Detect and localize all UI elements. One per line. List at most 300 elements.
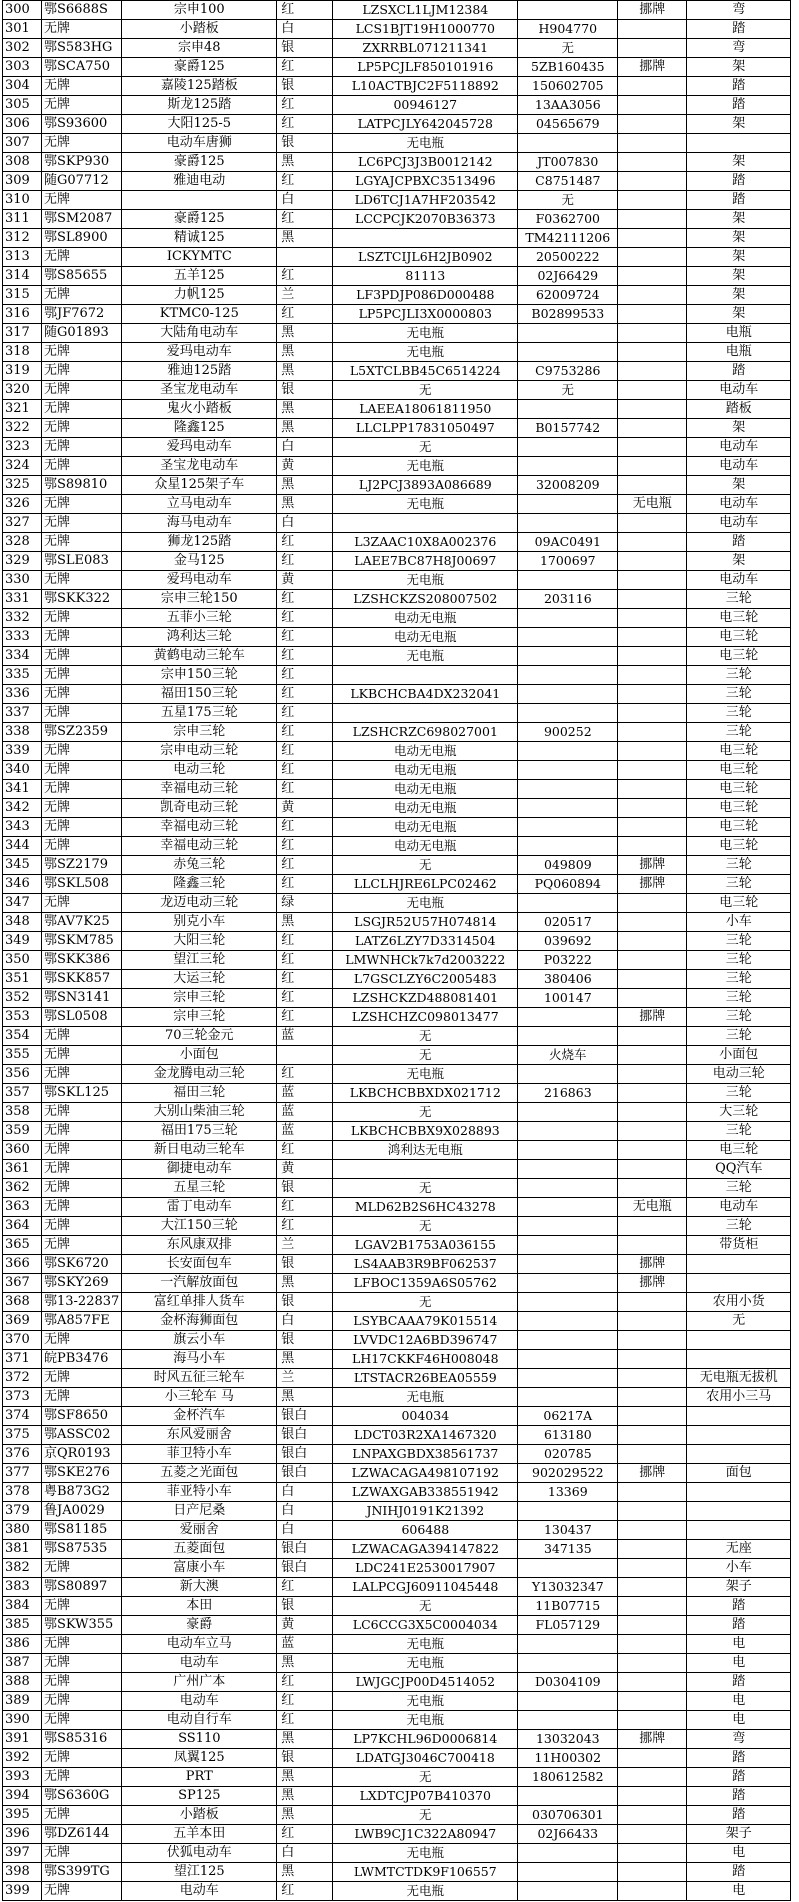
vin-number-cell: 无 xyxy=(333,1768,518,1787)
vehicle-color-cell: 银 xyxy=(277,39,333,58)
plate-number-cell: 无牌 xyxy=(42,1654,122,1673)
vin-number-cell: L5XTCLBB45C6514224 xyxy=(333,362,518,381)
vehicle-color-cell: 黑 xyxy=(277,229,333,248)
vin-number-cell: LTSTACR26BEA05559 xyxy=(333,1369,518,1388)
row-number-cell: 302 xyxy=(3,39,42,58)
engine-number-cell xyxy=(518,514,618,533)
vehicle-color-cell: 红 xyxy=(277,96,333,115)
vin-number-cell: LZWAXGAB338551942 xyxy=(333,1483,518,1502)
vin-number-cell: LWMTCTDK9F106557 xyxy=(333,1863,518,1882)
plate-number-cell: 鄂SKK857 xyxy=(42,970,122,989)
vehicle-name-cell: 富红单排人货车 xyxy=(122,1293,277,1312)
table-row xyxy=(3,1768,791,1787)
vin-number-cell xyxy=(333,1160,518,1179)
vehicle-color-cell: 白 xyxy=(277,1502,333,1521)
engine-number-cell: 900252 xyxy=(518,723,618,742)
table-row xyxy=(3,1464,791,1483)
vehicle-type-cell: 踏 xyxy=(687,1787,791,1806)
table-row xyxy=(3,457,791,476)
table-row xyxy=(3,913,791,932)
row-number-cell: 357 xyxy=(3,1084,42,1103)
vin-number-cell: LAEE7BC87H8J00697 xyxy=(333,552,518,571)
plate-number-cell: 鄂JF7672 xyxy=(42,305,122,324)
engine-number-cell xyxy=(518,1350,618,1369)
table-row xyxy=(3,39,791,58)
row-number-cell: 388 xyxy=(3,1673,42,1692)
row-number-cell: 348 xyxy=(3,913,42,932)
vehicle-type-cell xyxy=(687,1331,791,1350)
table-row xyxy=(3,1084,791,1103)
vin-number-cell: L7GSCLZY6C2005483 xyxy=(333,970,518,989)
plate-number-cell: 鄂S399TG xyxy=(42,1863,122,1882)
vehicle-type-cell: 踏 xyxy=(687,1768,791,1787)
engine-number-cell: P03222 xyxy=(518,951,618,970)
row-number-cell: 333 xyxy=(3,628,42,647)
vehicle-type-cell: 架 xyxy=(687,286,791,305)
remark-cell xyxy=(618,1635,687,1654)
table-row xyxy=(3,970,791,989)
vehicle-name-cell: 雅迪电动 xyxy=(122,172,277,191)
row-number-cell: 316 xyxy=(3,305,42,324)
vehicle-name-cell: 小面包 xyxy=(122,1046,277,1065)
remark-cell xyxy=(618,1046,687,1065)
vehicle-color-cell: 红 xyxy=(277,172,333,191)
vehicle-type-cell xyxy=(687,1521,791,1540)
table-row xyxy=(3,856,791,875)
engine-number-cell xyxy=(518,1065,618,1084)
vehicle-name-cell: 圣宝龙电动车 xyxy=(122,381,277,400)
plate-number-cell: 鄂DZ6144 xyxy=(42,1825,122,1844)
vehicle-type-cell: 电瓶 xyxy=(687,343,791,362)
table-row xyxy=(3,1179,791,1198)
table-row xyxy=(3,1369,791,1388)
vehicle-name-cell: 日产尼桑 xyxy=(122,1502,277,1521)
vehicle-name-cell: 大别山柴油三轮 xyxy=(122,1103,277,1122)
remark-cell: 挪牌 xyxy=(618,1255,687,1274)
vin-number-cell: JNIHJ0191K21392 xyxy=(333,1502,518,1521)
plate-number-cell: 无牌 xyxy=(42,799,122,818)
table-row xyxy=(3,837,791,856)
engine-number-cell xyxy=(518,1711,618,1730)
remark-cell xyxy=(618,96,687,115)
plate-number-cell: 鄂SCA750 xyxy=(42,58,122,77)
table-row xyxy=(3,1711,791,1730)
plate-number-cell: 无牌 xyxy=(42,1103,122,1122)
remark-cell xyxy=(618,647,687,666)
vehicle-color-cell: 白 xyxy=(277,20,333,39)
vehicle-type-cell: 架 xyxy=(687,419,791,438)
vehicle-name-cell: 东风康双排 xyxy=(122,1236,277,1255)
remark-cell xyxy=(618,837,687,856)
plate-number-cell: 无牌 xyxy=(42,1635,122,1654)
remark-cell xyxy=(618,533,687,552)
engine-number-cell: 无 xyxy=(518,39,618,58)
remark-cell xyxy=(618,210,687,229)
vin-number-cell: 00946127 xyxy=(333,96,518,115)
engine-number-cell xyxy=(518,134,618,153)
vehicle-name-cell: 福田三轮 xyxy=(122,1084,277,1103)
plate-number-cell: 无牌 xyxy=(42,1673,122,1692)
vehicle-name-cell: 宗申三轮 xyxy=(122,723,277,742)
vehicle-color-cell: 兰 xyxy=(277,286,333,305)
vehicle-type-cell: 电 xyxy=(687,1844,791,1863)
plate-number-cell: 无牌 xyxy=(42,1749,122,1768)
row-number-cell: 328 xyxy=(3,533,42,552)
plate-number-cell: 鄂ASSC02 xyxy=(42,1426,122,1445)
vehicle-type-cell: 三轮 xyxy=(687,685,791,704)
vehicle-color-cell: 红 xyxy=(277,58,333,77)
plate-number-cell: 鄂SKK322 xyxy=(42,590,122,609)
engine-number-cell: Y13032347 xyxy=(518,1578,618,1597)
vin-number-cell: 606488 xyxy=(333,1521,518,1540)
remark-cell: 无电瓶 xyxy=(618,1198,687,1217)
vin-number-cell: 无电瓶 xyxy=(333,1844,518,1863)
table-row xyxy=(3,609,791,628)
vehicle-name-cell: 爱玛电动车 xyxy=(122,343,277,362)
table-row xyxy=(3,780,791,799)
remark-cell xyxy=(618,1103,687,1122)
vehicle-name-cell: 新日电动三轮车 xyxy=(122,1141,277,1160)
table-row xyxy=(3,115,791,134)
engine-number-cell: TM42111206 xyxy=(518,229,618,248)
table-row xyxy=(3,1540,791,1559)
row-number-cell: 374 xyxy=(3,1407,42,1426)
vin-number-cell: 无 xyxy=(333,1597,518,1616)
table-row xyxy=(3,1141,791,1160)
plate-number-cell: 无牌 xyxy=(42,894,122,913)
vin-number-cell: 电动无电瓶 xyxy=(333,628,518,647)
remark-cell xyxy=(618,362,687,381)
table-row xyxy=(3,1,791,20)
vehicle-type-cell: 电 xyxy=(687,1882,791,1901)
engine-number-cell: C8751487 xyxy=(518,172,618,191)
engine-number-cell xyxy=(518,1635,618,1654)
table-row xyxy=(3,1825,791,1844)
vehicle-color-cell: 红 xyxy=(277,704,333,723)
vehicle-color-cell: 红 xyxy=(277,970,333,989)
remark-cell xyxy=(618,704,687,723)
vehicle-type-cell: 架 xyxy=(687,552,791,571)
vin-number-cell: 无电瓶 xyxy=(333,134,518,153)
vehicle-color-cell: 蓝 xyxy=(277,1103,333,1122)
vehicle-type-cell: 带货柜 xyxy=(687,1236,791,1255)
vehicle-type-cell: 面包 xyxy=(687,1464,791,1483)
vehicle-type-cell: 三轮 xyxy=(687,1027,791,1046)
vehicle-type-cell: 三轮 xyxy=(687,1122,791,1141)
table-row xyxy=(3,1882,791,1901)
table-row xyxy=(3,1787,791,1806)
vehicle-color-cell: 红 xyxy=(277,1692,333,1711)
vin-number-cell: 无电瓶 xyxy=(333,647,518,666)
vehicle-name-cell: 爱丽舍 xyxy=(122,1521,277,1540)
remark-cell xyxy=(618,1217,687,1236)
vehicle-name-cell: 菲卫特小车 xyxy=(122,1445,277,1464)
vehicle-name-cell: SP125 xyxy=(122,1787,277,1806)
vehicle-color-cell: 白 xyxy=(277,1312,333,1331)
vehicle-color-cell: 银 xyxy=(277,1179,333,1198)
vehicle-color-cell: 黑 xyxy=(277,1863,333,1882)
table-body xyxy=(3,1,791,1901)
vehicle-type-cell: 三轮 xyxy=(687,704,791,723)
engine-number-cell xyxy=(518,1654,618,1673)
vehicle-name-cell: 东风爱丽舍 xyxy=(122,1426,277,1445)
vehicle-type-cell: 电 xyxy=(687,1692,791,1711)
remark-cell xyxy=(618,1426,687,1445)
vehicle-name-cell: 宗申100 xyxy=(122,1,277,20)
plate-number-cell: 鄂13-22837 xyxy=(42,1293,122,1312)
remark-cell xyxy=(618,267,687,286)
vehicle-type-cell: 架 xyxy=(687,305,791,324)
vehicle-color-cell: 黄 xyxy=(277,1160,333,1179)
remark-cell: 挪牌 xyxy=(618,856,687,875)
remark-cell xyxy=(618,134,687,153)
engine-number-cell xyxy=(518,1502,618,1521)
row-number-cell: 317 xyxy=(3,324,42,343)
table-row xyxy=(3,1255,791,1274)
vehicle-name-cell: 福田175三轮 xyxy=(122,1122,277,1141)
engine-number-cell xyxy=(518,1217,618,1236)
table-row xyxy=(3,989,791,1008)
vehicle-name-cell: 大江150三轮 xyxy=(122,1217,277,1236)
table-row xyxy=(3,324,791,343)
vin-number-cell: 电动无电瓶 xyxy=(333,742,518,761)
table-row xyxy=(3,704,791,723)
vehicle-name-cell: 斯龙125踏 xyxy=(122,96,277,115)
row-number-cell: 381 xyxy=(3,1540,42,1559)
remark-cell xyxy=(618,343,687,362)
vehicle-name-cell: 五菲小三轮 xyxy=(122,609,277,628)
vehicle-color-cell: 黑 xyxy=(277,1274,333,1293)
plate-number-cell: 鲁JA0029 xyxy=(42,1502,122,1521)
vehicle-color-cell: 银 xyxy=(277,1331,333,1350)
table-row xyxy=(3,685,791,704)
vehicle-color-cell: 红 xyxy=(277,1141,333,1160)
vehicle-color-cell: 红 xyxy=(277,1008,333,1027)
remark-cell xyxy=(618,989,687,1008)
engine-number-cell: 06217A xyxy=(518,1407,618,1426)
plate-number-cell: 无牌 xyxy=(42,343,122,362)
remark-cell xyxy=(618,609,687,628)
plate-number-cell: 无牌 xyxy=(42,457,122,476)
plate-number-cell: 鄂SKL508 xyxy=(42,875,122,894)
vehicle-type-cell: 电 xyxy=(687,1711,791,1730)
vin-number-cell: L10ACTBJC2F5118892 xyxy=(333,77,518,96)
vin-number-cell: LWB9CJ1C322A80947 xyxy=(333,1825,518,1844)
engine-number-cell: 203116 xyxy=(518,590,618,609)
vin-number-cell: LZSXCL1LJM12384 xyxy=(333,1,518,20)
vehicle-name-cell: 幸福电动三轮 xyxy=(122,837,277,856)
remark-cell xyxy=(618,1122,687,1141)
remark-cell xyxy=(618,1768,687,1787)
remark-cell xyxy=(618,1863,687,1882)
table-row xyxy=(3,1008,791,1027)
remark-cell: 挪牌 xyxy=(618,1464,687,1483)
vin-number-cell: 无电瓶 xyxy=(333,1635,518,1654)
vehicle-color-cell: 红 xyxy=(277,951,333,970)
vehicle-type-cell: 架 xyxy=(687,229,791,248)
row-number-cell: 349 xyxy=(3,932,42,951)
remark-cell: 无电瓶 xyxy=(618,495,687,514)
vehicle-name-cell: 70三轮金元 xyxy=(122,1027,277,1046)
vehicle-name-cell: 时风五征三轮车 xyxy=(122,1369,277,1388)
table-row xyxy=(3,533,791,552)
engine-number-cell: 04565679 xyxy=(518,115,618,134)
vehicle-type-cell: 三轮 xyxy=(687,1084,791,1103)
vehicle-name-cell: 小踏板 xyxy=(122,20,277,39)
vin-number-cell: 无电瓶 xyxy=(333,894,518,913)
engine-number-cell: H904770 xyxy=(518,20,618,39)
plate-number-cell: 鄂S6360G xyxy=(42,1787,122,1806)
remark-cell xyxy=(618,115,687,134)
table-row xyxy=(3,286,791,305)
row-number-cell: 326 xyxy=(3,495,42,514)
engine-number-cell: 62009724 xyxy=(518,286,618,305)
vehicle-name-cell: 金龙腾电动三轮 xyxy=(122,1065,277,1084)
row-number-cell: 384 xyxy=(3,1597,42,1616)
vin-number-cell: LSGJR52U57H074814 xyxy=(333,913,518,932)
engine-number-cell xyxy=(518,1027,618,1046)
vehicle-color-cell: 红 xyxy=(277,1578,333,1597)
vehicle-name-cell: 宗申电动三轮 xyxy=(122,742,277,761)
vin-number-cell: LP5PCJLI3X0000803 xyxy=(333,305,518,324)
vehicle-color-cell: 白 xyxy=(277,438,333,457)
engine-number-cell: 150602705 xyxy=(518,77,618,96)
row-number-cell: 334 xyxy=(3,647,42,666)
table-row xyxy=(3,400,791,419)
vehicle-name-cell: 海马小车 xyxy=(122,1350,277,1369)
row-number-cell: 325 xyxy=(3,476,42,495)
table-row xyxy=(3,419,791,438)
vehicle-color-cell: 兰 xyxy=(277,1236,333,1255)
vehicle-type-cell: 三轮 xyxy=(687,666,791,685)
row-number-cell: 370 xyxy=(3,1331,42,1350)
vehicle-type-cell: 架 xyxy=(687,210,791,229)
vin-number-cell: LVVDC12A6BD396747 xyxy=(333,1331,518,1350)
engine-number-cell xyxy=(518,818,618,837)
remark-cell xyxy=(618,1027,687,1046)
vehicle-name-cell: 望江三轮 xyxy=(122,951,277,970)
table-row xyxy=(3,590,791,609)
table-row xyxy=(3,248,791,267)
engine-number-cell: 13AA3056 xyxy=(518,96,618,115)
vehicle-name-cell: 小踏板 xyxy=(122,1806,277,1825)
vehicle-color-cell: 白 xyxy=(277,514,333,533)
row-number-cell: 322 xyxy=(3,419,42,438)
vehicle-color-cell: 黑 xyxy=(277,1654,333,1673)
engine-number-cell: 20500222 xyxy=(518,248,618,267)
engine-number-cell: F0362700 xyxy=(518,210,618,229)
table-row xyxy=(3,1502,791,1521)
plate-number-cell: 无牌 xyxy=(42,1369,122,1388)
remark-cell xyxy=(618,1084,687,1103)
vin-number-cell: LDC241E2530017907 xyxy=(333,1559,518,1578)
table-row xyxy=(3,58,791,77)
engine-number-cell xyxy=(518,1255,618,1274)
vin-number-cell xyxy=(333,704,518,723)
remark-cell xyxy=(618,324,687,343)
table-row xyxy=(3,191,791,210)
engine-number-cell xyxy=(518,894,618,913)
row-number-cell: 386 xyxy=(3,1635,42,1654)
vin-number-cell: 无电瓶 xyxy=(333,1711,518,1730)
vehicle-color-cell: 银 xyxy=(277,381,333,400)
vehicle-type-cell: 电三轮 xyxy=(687,837,791,856)
table-row xyxy=(3,210,791,229)
row-number-cell: 343 xyxy=(3,818,42,837)
remark-cell xyxy=(618,1711,687,1730)
plate-number-cell: 无牌 xyxy=(42,571,122,590)
remark-cell xyxy=(618,1407,687,1426)
table-row xyxy=(3,742,791,761)
row-number-cell: 319 xyxy=(3,362,42,381)
engine-number-cell: 09AC0491 xyxy=(518,533,618,552)
engine-number-cell: C9753286 xyxy=(518,362,618,381)
row-number-cell: 303 xyxy=(3,58,42,77)
vehicle-color-cell: 红 xyxy=(277,666,333,685)
row-number-cell: 337 xyxy=(3,704,42,723)
plate-number-cell: 京QR0193 xyxy=(42,1445,122,1464)
vehicle-color-cell: 红 xyxy=(277,115,333,134)
engine-number-cell xyxy=(518,457,618,476)
row-number-cell: 355 xyxy=(3,1046,42,1065)
engine-number-cell: 049809 xyxy=(518,856,618,875)
plate-number-cell: 鄂SK6720 xyxy=(42,1255,122,1274)
vehicle-type-cell: 电三轮 xyxy=(687,780,791,799)
vehicle-type-cell: 踏 xyxy=(687,362,791,381)
engine-number-cell xyxy=(518,1236,618,1255)
vin-number-cell: 无 xyxy=(333,1293,518,1312)
vehicle-color-cell: 黑 xyxy=(277,1806,333,1825)
row-number-cell: 340 xyxy=(3,761,42,780)
remark-cell xyxy=(618,1065,687,1084)
plate-number-cell: 无牌 xyxy=(42,1806,122,1825)
vin-number-cell: LC6CCG3X5C0004034 xyxy=(333,1616,518,1635)
vehicle-color-cell: 红 xyxy=(277,989,333,1008)
engine-number-cell xyxy=(518,799,618,818)
vehicle-name-cell: 海马电动车 xyxy=(122,514,277,533)
vin-number-cell: LXDTCJP07B410370 xyxy=(333,1787,518,1806)
engine-number-cell: 13369 xyxy=(518,1483,618,1502)
vehicle-type-cell: 弯 xyxy=(687,39,791,58)
vehicle-name-cell: 宗申48 xyxy=(122,39,277,58)
plate-number-cell: 鄂SKE276 xyxy=(42,1464,122,1483)
vehicle-name-cell: 电动自行车 xyxy=(122,1711,277,1730)
vehicle-color-cell: 黑 xyxy=(277,400,333,419)
vehicle-type-cell: 电动车 xyxy=(687,457,791,476)
engine-number-cell xyxy=(518,343,618,362)
table-row xyxy=(3,1806,791,1825)
vin-number-cell: 无电瓶 xyxy=(333,1654,518,1673)
vehicle-name-cell: 豪爵125 xyxy=(122,153,277,172)
vehicle-color-cell: 蓝 xyxy=(277,1122,333,1141)
row-number-cell: 353 xyxy=(3,1008,42,1027)
engine-number-cell xyxy=(518,1388,618,1407)
engine-number-cell xyxy=(518,1179,618,1198)
vehicle-color-cell: 蓝 xyxy=(277,1635,333,1654)
vin-number-cell: 无 xyxy=(333,1027,518,1046)
table-row xyxy=(3,1521,791,1540)
engine-number-cell xyxy=(518,1274,618,1293)
vehicle-type-cell xyxy=(687,1502,791,1521)
table-row xyxy=(3,1597,791,1616)
vin-number-cell: LZSHCRZC698027001 xyxy=(333,723,518,742)
row-number-cell: 366 xyxy=(3,1255,42,1274)
vehicle-name-cell: 爱玛电动车 xyxy=(122,571,277,590)
engine-number-cell xyxy=(518,1122,618,1141)
plate-number-cell: 鄂SZ2359 xyxy=(42,723,122,742)
vehicle-type-cell: 农用小三马 xyxy=(687,1388,791,1407)
vehicle-type-cell: 架 xyxy=(687,115,791,134)
